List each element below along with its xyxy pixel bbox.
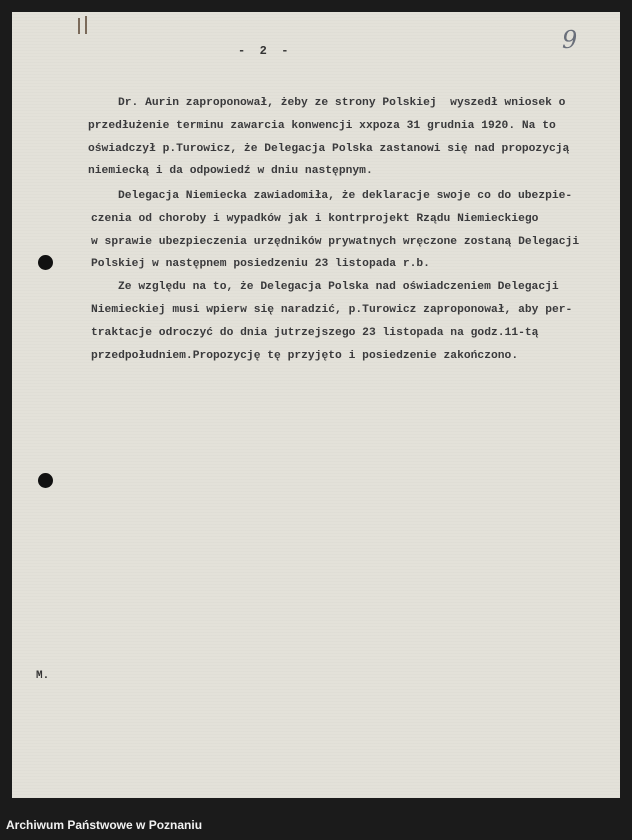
text-line: Dr. Aurin zaproponował, żeby ze strony Polskiej wyszedł wniosek o: [118, 97, 566, 109]
text-line: przedpołudniem.Propozycję tę przyjęto i posiedzenie zakończono.: [91, 350, 519, 362]
pen-mark: [78, 18, 80, 34]
punch-hole: [38, 255, 53, 270]
page-number: - 2 -: [238, 44, 289, 58]
text-line: Ze względu na to, że Delegacja Polska nad oświadczeniem Delegacji: [118, 281, 559, 293]
text-line: w sprawie ubezpieczenia urzędników prywatnych wręczone zostaną Delegacji: [91, 236, 580, 248]
text-line: przedłużenie terminu zawarcia konwencji xxpoza 31 grudnia 1920. Na to: [88, 120, 556, 132]
margin-mark: M.: [36, 670, 50, 682]
text-line: Niemieckiej musi wpierw się naradzić, p.Turowicz zaproponował, aby per-: [91, 304, 573, 316]
pen-mark: [85, 16, 87, 34]
text-line: czenia od choroby i wypadków jak i kontrprojekt Rządu Niemieckiego: [91, 213, 539, 225]
text-line: Polskiej w następnem posiedzeniu 23 listopada r.b.: [91, 258, 430, 270]
text-line: oświadczył p.Turowicz, że Delegacja Polska zastanowi się nad propozycją: [88, 143, 570, 155]
archive-footer: Archiwum Państwowe w Poznaniu: [6, 818, 203, 832]
text-line: niemiecką i da odpowiedź w dniu następnym.: [88, 165, 373, 177]
text-line: traktacje odroczyć do dnia jutrzejszego 23 listopada na godz.11-tą: [91, 327, 539, 339]
handwritten-folio-number: 9: [562, 26, 578, 54]
text-line: Delegacja Niemiecka zawiadomiła, że deklaracje swoje co do ubezpie-: [118, 190, 573, 202]
punch-hole: [38, 473, 53, 488]
